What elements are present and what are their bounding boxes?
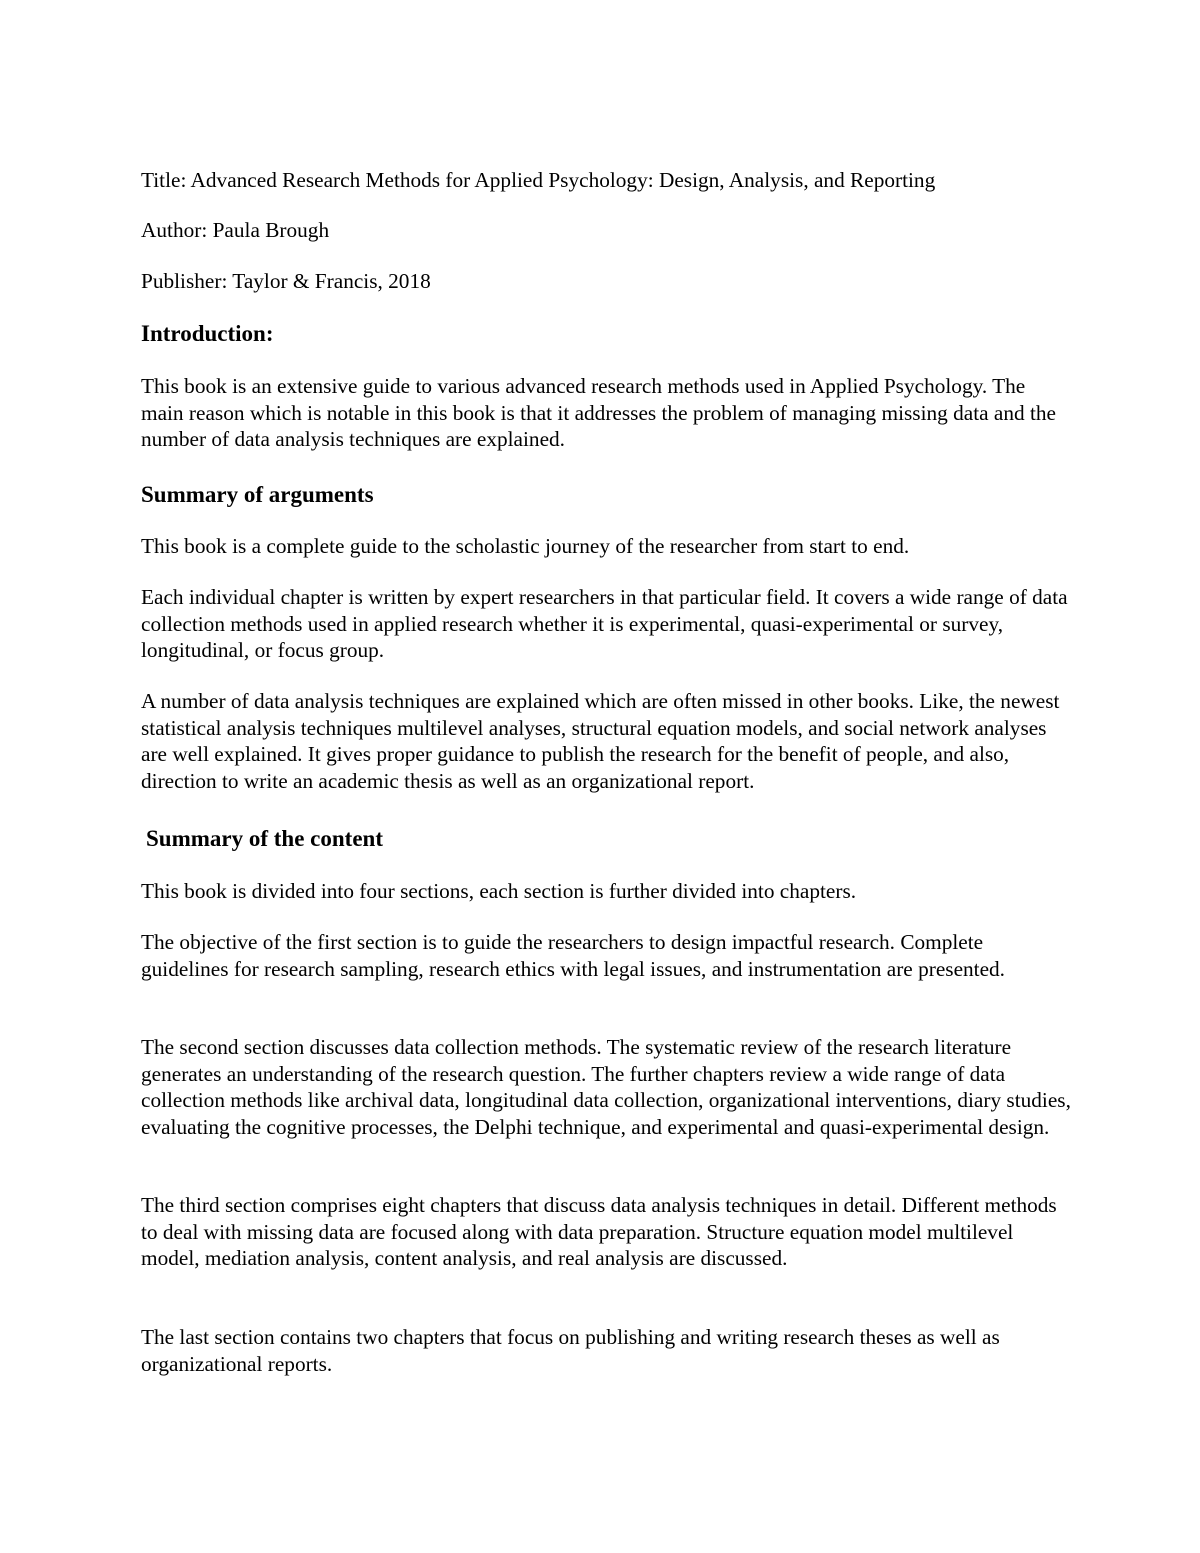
content-paragraph-4: The third section comprises eight chapters that discuss data analysis techniques in detail. Different methods to deal with missing data are focused along with data preparation. Structure equation model multilevel model, mediation analysis, content analysis, and real analysis are discussed. (141, 1193, 1057, 1271)
arguments-paragraph-3: A number of data analysis techniques are explained which are often missed in other books. Like, the newest statistical analysis techniques multilevel analyses, structural equation models, and social network analyses are well explained. It gives proper guidance to publish the research for the benefit of people, and also, direction to write an academic thesis as well as an organizational report. (141, 689, 1060, 793)
book-publisher-line: Publisher: Taylor & Francis, 2018 (141, 269, 431, 293)
content-paragraph-5: The last section contains two chapters that focus on publishing and writing research theses as well as organizational reports. (141, 1325, 1000, 1376)
book-title-line: Title: Advanced Research Methods for Applied Psychology: Design, Analysis, and Reporting (141, 168, 936, 192)
arguments-paragraph-1: This book is a complete guide to the scholastic journey of the researcher from start to end. (141, 534, 910, 558)
summary-of-content-heading: Summary of the content (146, 826, 383, 851)
content-paragraph-2: The objective of the first section is to guide the researchers to design impactful research. Complete guidelines for research sampling, research ethics with legal issues, and instrumentation are presented. (141, 930, 1006, 981)
content-paragraph-3: The second section discusses data collection methods. The systematic review of the research literature generates an understanding of the research question. The further chapters review a wide range of data collection methods like archival data, longitudinal data collection, organizational interventions, diary studies, evaluating the cognitive processes, the Delphi technique, and experimental and quasi-experimental design. (141, 1035, 1071, 1139)
introduction-heading: Introduction: (141, 321, 274, 346)
content-paragraph-1: This book is divided into four sections, each section is further divided into chapters. (141, 879, 857, 903)
summary-of-arguments-heading: Summary of arguments (141, 482, 374, 507)
book-author-line: Author: Paula Brough (141, 218, 330, 242)
arguments-paragraph-2: Each individual chapter is written by expert researchers in that particular field. It covers a wide range of data collection methods used in applied research whether it is experimental, quasi-experimental or survey, longitudinal, or focus group. (141, 585, 1068, 663)
introduction-paragraph: This book is an extensive guide to various advanced research methods used in Applied Psychology. The main reason which is notable in this book is that it addresses the problem of managing missing data and the number of data analysis techniques are explained. (141, 374, 1056, 452)
